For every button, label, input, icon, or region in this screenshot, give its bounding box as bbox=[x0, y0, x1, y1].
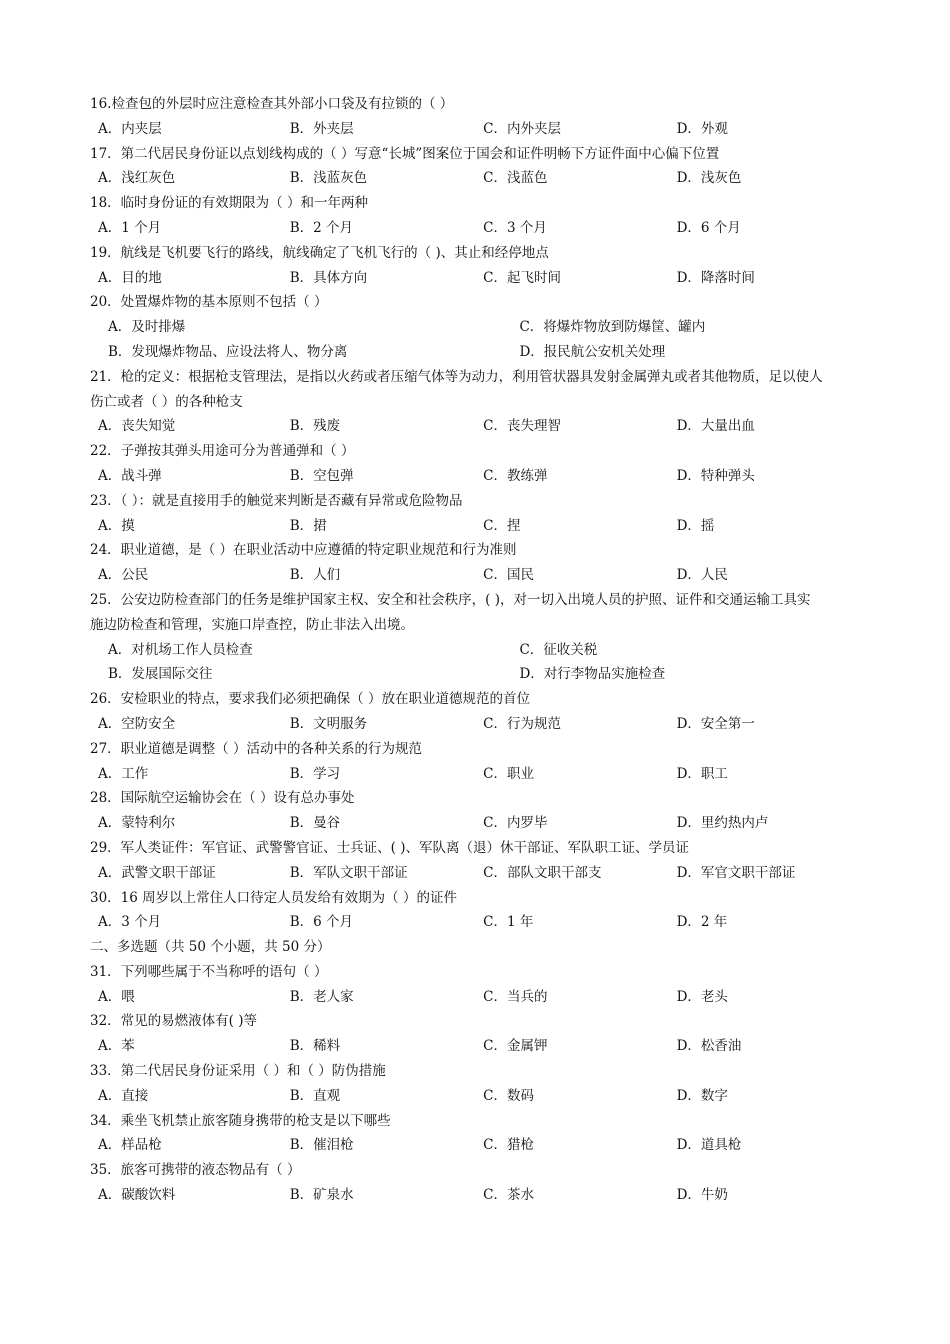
option: D．牛奶 bbox=[676, 1187, 728, 1204]
question-text: 26．安检职业的特点，要求我们必须把确保（ ）放在职业道德规范的首位 bbox=[90, 691, 530, 708]
option: C．征收关税 bbox=[519, 641, 598, 658]
option: C．1 年 bbox=[483, 914, 534, 931]
option: A．1 个月 bbox=[98, 219, 162, 236]
option: B．具体方向 bbox=[289, 269, 368, 286]
options-row bbox=[90, 861, 870, 886]
option: C．起飞时间 bbox=[483, 269, 561, 286]
option: A．喂 bbox=[98, 988, 135, 1005]
option: C．将爆炸物放到防爆筐、罐内 bbox=[519, 319, 706, 336]
option: A．目的地 bbox=[98, 269, 162, 286]
option: B．残废 bbox=[289, 418, 341, 435]
question-text: 29．军人类证件：军官证、武警警官证、士兵证、( )、军队离（退）休干部证、军队职工证、学员证 bbox=[90, 839, 690, 856]
option: C．捏 bbox=[483, 517, 521, 534]
exam-page bbox=[90, 92, 870, 1208]
option: A．公民 bbox=[98, 567, 149, 584]
options-row bbox=[90, 762, 870, 787]
option: A．战斗弹 bbox=[98, 467, 162, 484]
option: A．摸 bbox=[98, 517, 135, 534]
question-text: 33．第二代居民身份证采用（ ）和（ ）防伪措施 bbox=[90, 1063, 386, 1080]
options-row bbox=[90, 166, 870, 191]
option: B．人们 bbox=[289, 567, 341, 584]
question-text: 27．职业道德是调整（ ）活动中的各种关系的行为规范 bbox=[90, 740, 422, 757]
options-row bbox=[90, 811, 870, 836]
options-row bbox=[90, 563, 870, 588]
option: D．军官文职干部证 bbox=[676, 864, 796, 881]
options-row bbox=[90, 117, 870, 142]
option: B．稀料 bbox=[289, 1038, 341, 1055]
option: A．丧失知觉 bbox=[98, 418, 176, 435]
question-text: 30．16 周岁以上常住人口待定人员发给有效期为（ ）的证件 bbox=[90, 889, 457, 906]
option: D．降落时间 bbox=[676, 269, 755, 286]
question-text: 31．下列哪些属于不当称呼的语句（ ） bbox=[90, 963, 328, 980]
option: C．教练弹 bbox=[483, 467, 548, 484]
option: A．直接 bbox=[98, 1087, 149, 1104]
option: A．苯 bbox=[98, 1038, 135, 1055]
option: A．武警文职干部证 bbox=[98, 864, 216, 881]
options-row bbox=[90, 414, 870, 439]
question-text: 19．航线是飞机要飞行的路线，航线确定了飞机飞行的（ )、其止和经停地点 bbox=[90, 244, 549, 261]
option: A．浅红灰色 bbox=[98, 170, 176, 187]
option: A．蒙特利尔 bbox=[98, 815, 176, 832]
option: D．松香油 bbox=[676, 1038, 742, 1055]
option: D．浅灰色 bbox=[676, 170, 742, 187]
options-row bbox=[90, 1183, 870, 1208]
option: C．3 个月 bbox=[483, 219, 547, 236]
options-row bbox=[90, 1034, 870, 1059]
options-row bbox=[90, 910, 870, 935]
options-row bbox=[90, 712, 870, 737]
option: C．茶水 bbox=[483, 1187, 534, 1204]
options-row bbox=[90, 1084, 870, 1109]
option: C．国民 bbox=[483, 567, 534, 584]
question-text: 25．公安边防检查部门的任务是维护国家主权、安全和社会秩序，( )，对一切入出境人员的护照、证件和交通运输工具实 bbox=[90, 591, 811, 608]
option: C．浅蓝色 bbox=[483, 170, 548, 187]
option: D．外观 bbox=[676, 120, 728, 137]
option: D．里约热内卢 bbox=[676, 815, 769, 832]
question-text: 21．枪的定义：根据枪支管理法，是指以火药或者压缩气体等为动力，利用管状器具发射金属弹丸或者其他物质，足以使人 bbox=[90, 368, 823, 385]
option: C．内罗毕 bbox=[483, 815, 548, 832]
option: B．发现爆炸物品、应设法将人、物分离 bbox=[108, 343, 348, 360]
question-text-continued: 伤亡或者（ ）的各种枪支 bbox=[90, 393, 243, 410]
option: C．内外夹层 bbox=[483, 120, 561, 137]
question-text: 18．临时身份证的有效期限为（ ）和一年两种 bbox=[90, 195, 368, 212]
option: D．报民航公安机关处理 bbox=[519, 343, 666, 360]
option: B．捃 bbox=[289, 517, 327, 534]
options-row bbox=[90, 638, 870, 663]
option: D．数字 bbox=[676, 1087, 728, 1104]
option: C．职业 bbox=[483, 765, 534, 782]
option: B．外夹层 bbox=[289, 120, 354, 137]
options-row bbox=[90, 662, 870, 687]
option: D．摇 bbox=[676, 517, 715, 534]
option: C．行为规范 bbox=[483, 715, 561, 732]
option: B．老人家 bbox=[289, 988, 354, 1005]
option: C．猎枪 bbox=[483, 1137, 534, 1154]
option: C．丧失理智 bbox=[483, 418, 561, 435]
question-text-continued: 施边防检查和管理，实施口岸查控，防止非法入出境。 bbox=[90, 616, 414, 633]
option: D．对行李物品实施检查 bbox=[519, 666, 666, 683]
option: B．文明服务 bbox=[289, 715, 368, 732]
option: D．职工 bbox=[676, 765, 728, 782]
option: A．3 个月 bbox=[98, 914, 162, 931]
question-text: 16.检查包的外层时应注意检查其外部小口袋及有拉锁的（ ） bbox=[90, 96, 454, 112]
options-row bbox=[90, 340, 870, 365]
question-text: 二、多选题（共 50 个小题，共 50 分） bbox=[90, 939, 331, 956]
question-text: 32．常见的易燃液体有( )等 bbox=[90, 1013, 258, 1030]
option: A．对机场工作人员检查 bbox=[108, 641, 253, 658]
option: B．军队文职干部证 bbox=[289, 864, 408, 881]
question-text: 17．第二代居民身份证以点划线构成的（ ）写意“长城”图案位于国会和证件明畅下方证件面中心偏下位置 bbox=[90, 145, 720, 162]
options-row bbox=[90, 1133, 870, 1158]
options-row bbox=[90, 985, 870, 1010]
option: B．2 个月 bbox=[289, 219, 354, 236]
option: D．6 个月 bbox=[676, 219, 741, 236]
option: A．及时排爆 bbox=[108, 319, 186, 336]
question-text: 34．乘坐飞机禁止旅客随身携带的枪支是以下哪些 bbox=[90, 1112, 391, 1129]
option: B．学习 bbox=[289, 765, 341, 782]
option: D．人民 bbox=[676, 567, 728, 584]
options-row bbox=[90, 464, 870, 489]
options-row bbox=[90, 216, 870, 241]
option: A．空防安全 bbox=[98, 715, 176, 732]
option: A．碳酸饮料 bbox=[98, 1187, 176, 1204]
options-row bbox=[90, 315, 870, 340]
option: C．部队文职干部支 bbox=[483, 864, 602, 881]
option: D．老头 bbox=[676, 988, 728, 1005]
question-text: 35．旅客可携带的液态物品有（ ） bbox=[90, 1162, 301, 1179]
question-text: 22．子弹按其弹头用途可分为普通弹和（ ） bbox=[90, 443, 355, 460]
option: A．样品枪 bbox=[98, 1137, 162, 1154]
question-text: 24．职业道德，是（ ）在职业活动中应遵循的特定职业规范和行为准则 bbox=[90, 542, 517, 559]
question-text: 23．（ ）：就是直接用手的触觉来判断是否藏有异常或危险物品 bbox=[90, 492, 463, 509]
option: D．2 年 bbox=[676, 914, 728, 931]
question-text: 20．处置爆炸物的基本原则不包括（ ） bbox=[90, 294, 328, 311]
option: D．安全第一 bbox=[676, 715, 755, 732]
option: D．道具枪 bbox=[676, 1137, 742, 1154]
options-row bbox=[90, 266, 870, 291]
option: A．工作 bbox=[98, 765, 149, 782]
option: C．当兵的 bbox=[483, 988, 548, 1005]
option: B．6 个月 bbox=[289, 914, 354, 931]
options-row bbox=[90, 514, 870, 539]
option: A．内夹层 bbox=[98, 120, 162, 137]
option: B．矿泉水 bbox=[289, 1187, 354, 1204]
option: B．直观 bbox=[289, 1087, 341, 1104]
option: B．空包弹 bbox=[289, 467, 354, 484]
option: B．曼谷 bbox=[289, 815, 341, 832]
option: B．浅蓝灰色 bbox=[289, 170, 368, 187]
question-text: 28．国际航空运输协会在（ ）设有总办事处 bbox=[90, 790, 355, 807]
option: D．特种弹头 bbox=[676, 467, 755, 484]
option: B．催泪枪 bbox=[289, 1137, 354, 1154]
option: B．发展国际交往 bbox=[108, 666, 213, 683]
option: C．金属钾 bbox=[483, 1038, 548, 1055]
option: C．数码 bbox=[483, 1087, 534, 1104]
option: D．大量出血 bbox=[676, 418, 755, 435]
